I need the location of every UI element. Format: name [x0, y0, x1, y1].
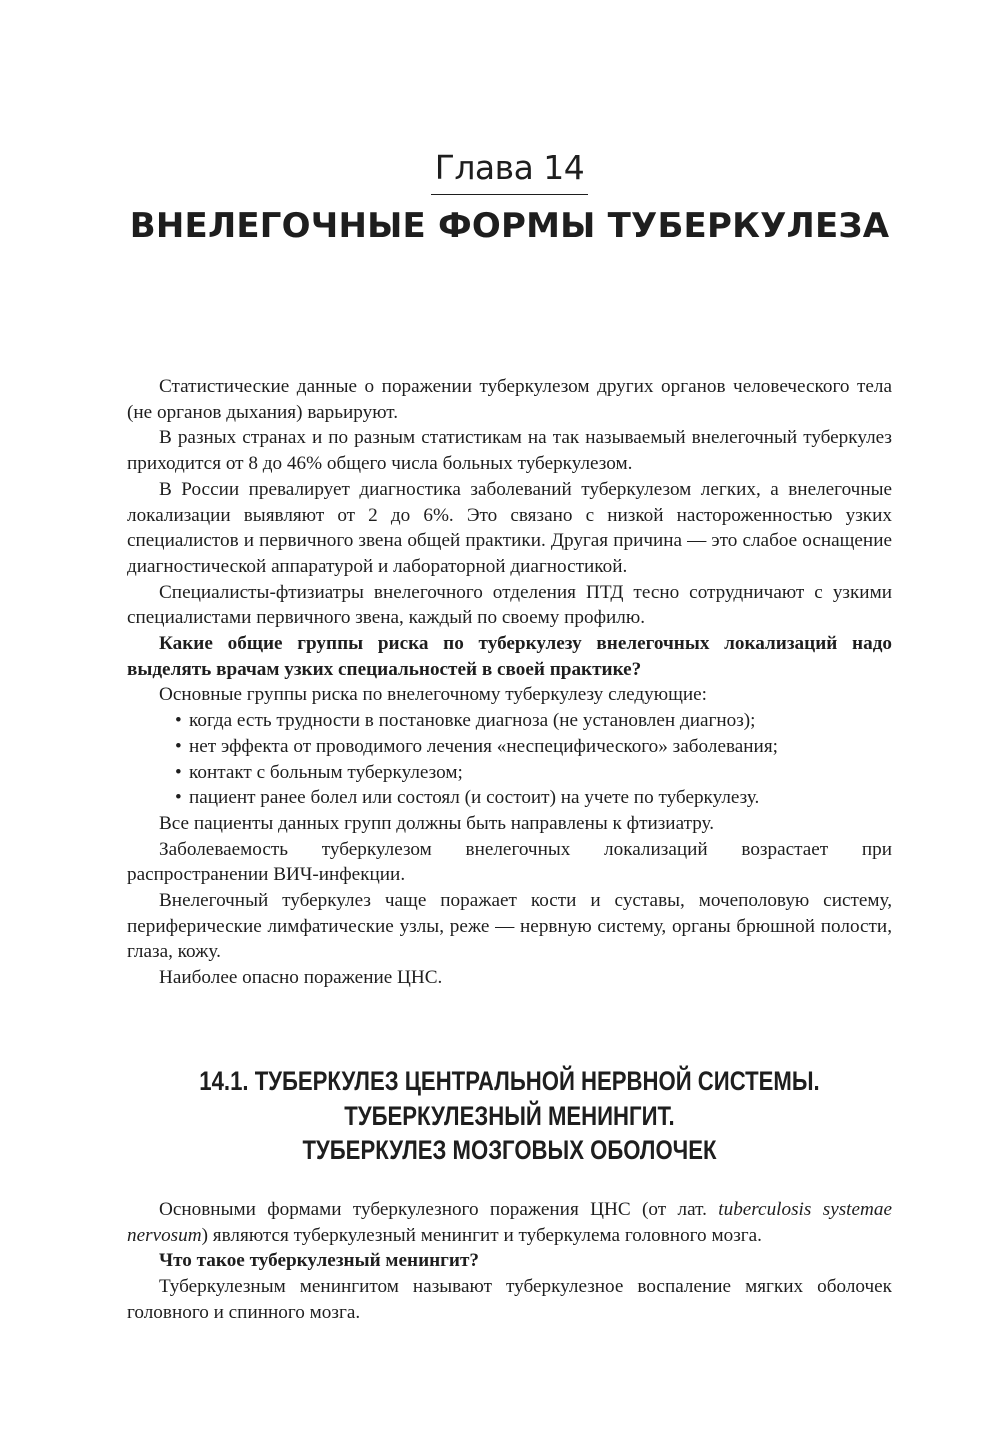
- section-heading-line: ТУБЕРКУЛЕЗНЫЙ МЕНИНГИТ.: [344, 1100, 675, 1131]
- paragraph: В России превалирует диагностика заболеваний туберкулезом легких, а внелегочные локализации выявляют от 2 до 6%. Это связано с низкой настороженностью узких специалистов и первичного звена общей практики. Другая причина — это слабое оснащение диагностической аппаратурой и лабораторной диагностикой.: [127, 478, 892, 577]
- paragraph-end: ) являются туберкулезный менингит и туберкулема головного мозга.: [201, 1224, 762, 1246]
- list-item: • контакт с больным туберкулезом;: [175, 760, 892, 786]
- paragraph: Заболеваемость туберкулезом внелегочных локализаций возрастает при распространении ВИЧ-инфекции.: [127, 838, 892, 886]
- paragraph: Специалисты-фтизиатры внелегочного отделения ПТД тесно сотрудничают с узкими специалистами первичного звена, каждый по своему профилю.: [127, 581, 892, 629]
- question-paragraph: Какие общие группы риска по туберкулезу внелегочных локализаций надо выделять врачам узких специальностей в своей практике?: [127, 633, 892, 680]
- paragraph: [127, 1197, 892, 1248]
- question-paragraph: Что такое туберкулезный менингит?: [159, 1250, 479, 1272]
- section-text: [127, 1197, 892, 1326]
- section-heading-line: 14.1. ТУБЕРКУЛЕЗ ЦЕНТРАЛЬНОЙ НЕРВНОЙ СИСТЕМЫ.: [199, 1066, 820, 1096]
- latin-term: tuberculosis systemae nervosum: [127, 1199, 892, 1246]
- list-item: • нет эффекта от проводимого лечения «неспецифического» заболевания;: [175, 734, 892, 760]
- list-item: • когда есть трудности в постановке диагноза (не установлен диагноз);: [175, 708, 892, 734]
- chapter-label: [127, 146, 892, 195]
- chapter-number: Глава 14: [431, 146, 589, 195]
- paragraph: Наиболее опасно поражение ЦНС.: [159, 967, 443, 989]
- book-page: [127, 0, 892, 1455]
- section-heading-line: ТУБЕРКУЛЕЗ МОЗГОВЫХ ОБОЛОЧЕК: [302, 1135, 717, 1165]
- section-heading: [196, 1064, 823, 1168]
- list-item: • пациент ранее болел или состоял (и состоит) на учете по туберкулезу.: [175, 785, 892, 811]
- paragraph: Туберкулезным менингитом называют туберкулезное воспаление мягких оболочек головного и спинного мозга.: [127, 1276, 892, 1323]
- chapter-title: ВНЕЛЕГОЧНЫЕ ФОРМЫ ТУБЕРКУЛЕЗА: [129, 206, 890, 246]
- paragraph: Внелегочный туберкулез чаще поражает кости и суставы, мочеполовую систему, периферические лимфатические узлы, реже — нервную систему, органы брюшной полости, глаза, кожу.: [127, 890, 892, 963]
- paragraph: Статистические данные о поражении туберкулезом других органов человеческого тела (не органов дыхания) варьируют.: [127, 376, 892, 423]
- paragraph: Основные группы риска по внелегочному туберкулезу следующие:: [159, 684, 708, 706]
- paragraph: В разных странах и по разным статистикам на так называемый внелегочный туберкулез приходится от 8 до 46% общего числа больных туберкулезом.: [127, 427, 892, 475]
- intro-text: [127, 374, 892, 991]
- paragraph-start: Основными формами туберкулезного поражения ЦНС (от лат.: [159, 1199, 719, 1220]
- risk-groups-list: [127, 708, 892, 811]
- paragraph: Все пациенты данных групп должны быть направлены к фтизиатру.: [159, 812, 715, 834]
